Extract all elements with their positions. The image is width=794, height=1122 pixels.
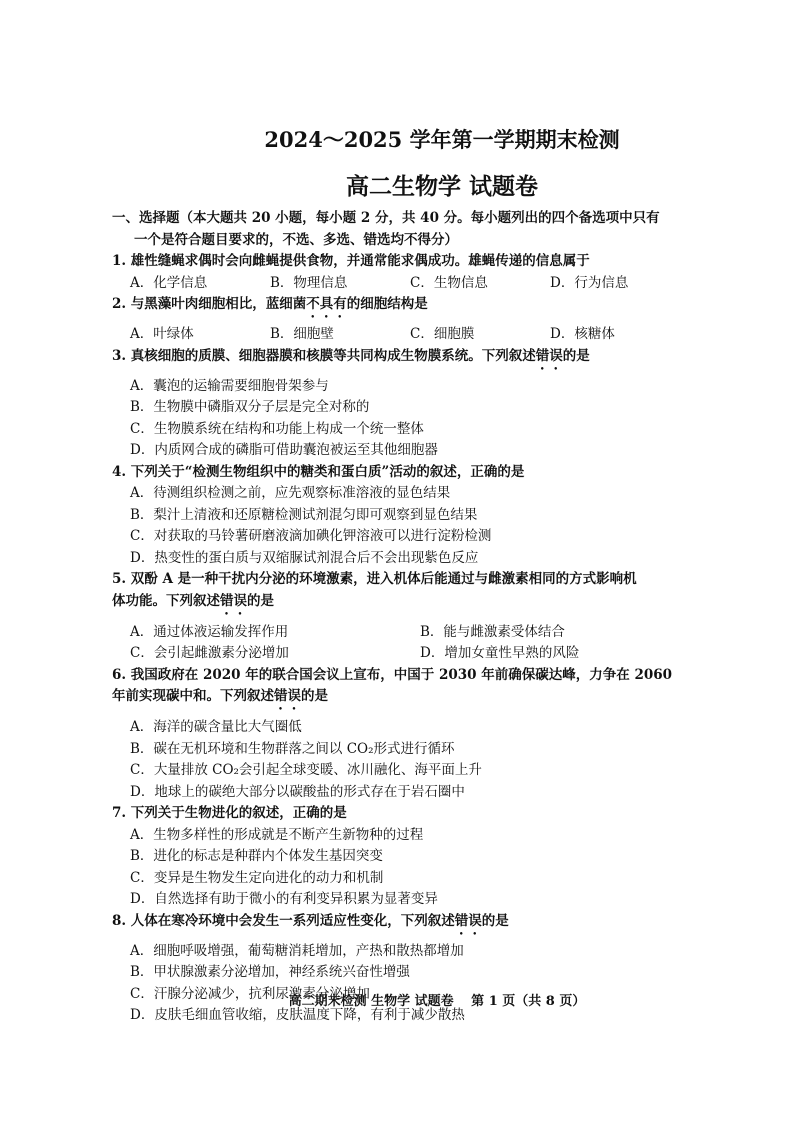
option-d: D．增加女童性早熟的风险 — [420, 645, 580, 661]
option-c: C．汗腺分泌减少，抗利尿激素分泌增加 — [130, 985, 370, 1002]
stem-text: 3. 真核细胞的质膜、细胞器膜和核膜等共同构成生物膜系统。下列叙述 — [112, 347, 536, 364]
option-d: D．行为信息 — [550, 274, 629, 291]
stem-emphasis: 错误 — [535, 347, 563, 364]
question-4-options — [112, 483, 712, 569]
option-d: D．热变性的蛋白质与双缩脲试剂混合后不会出现紫色反应 — [130, 549, 479, 566]
page-footer: 高二期末检测 生物学 试题卷 第 1 页（共 8 页） — [288, 994, 586, 1009]
option-a: A．待测组织检测之前，应先观察标准溶液的显色结果 — [130, 485, 451, 501]
exam-body — [112, 208, 712, 1027]
option-c: C．细胞膜 — [410, 326, 475, 342]
option-b: B．进化的标志是种群内个体发生基因突变 — [130, 848, 383, 864]
option-b: B．碳在无机环境和生物群落之间以 CO₂形式进行循环 — [130, 740, 455, 757]
question-3-stem — [112, 346, 712, 373]
question-8-options — [112, 941, 712, 1027]
option-d: D．自然选择有助于微小的有利变异积累为显著变异 — [130, 891, 438, 907]
stem-text: 8. 人体在寒冷环境中会发生一系列适应性变化，下列叙述 — [112, 912, 455, 929]
option-c: C．大量排放 CO₂会引起全球变暖、冰川融化、海平面上升 — [130, 762, 482, 778]
stem-text: 的细胞结构是 — [346, 296, 428, 312]
option-a: A．囊泡的运输需要细胞骨架参与 — [130, 377, 329, 394]
stem-text: 的是 — [247, 592, 274, 609]
question-2-stem — [112, 294, 712, 321]
stem-line-1: 6. 我国政府在 2020 年的联合国会议上宣布，中国于 2030 年前确保碳达峰，力争在 2060 — [112, 666, 673, 683]
option-c: C．变异是生物发生定向进化的动力和机制 — [130, 869, 384, 886]
option-b: B．生物膜中磷脂双分子层是完全对称的 — [130, 399, 370, 415]
option-a: A．海洋的碳含量比大气圈低 — [130, 719, 302, 735]
option-a: A．叶绿体 — [130, 326, 194, 342]
question-6-stem — [112, 665, 712, 714]
question-3-options — [112, 376, 712, 462]
stem-emphasis: 错误 — [220, 592, 247, 609]
stem-text: 体功能。下列叙述 — [112, 592, 220, 609]
stem-line-2 — [112, 591, 712, 618]
option-d: D．内质网合成的磷脂可借助囊泡被运至其他细胞器 — [130, 442, 438, 458]
stem-line-1: 5. 双酚 A 是一种干扰内分泌的环境激素，进入机体后能通过与雌激素相同的方式影响机 — [112, 571, 637, 587]
stem-text: 的是 — [481, 912, 509, 929]
option-a: A．通过体液运输发挥作用 — [130, 623, 289, 640]
option-d: D．核糖体 — [550, 326, 615, 342]
exam-title: 2024～2025 学年第一学期期末检测 — [264, 127, 620, 152]
question-1-options — [112, 273, 712, 295]
section-heading-cont: 一个是符合题目要求的，不选、多选、错选均不得分） — [134, 231, 458, 248]
question-5-options — [112, 622, 712, 665]
option-b: B．能与雌激素受体结合 — [420, 623, 565, 640]
option-b: B．梨汁上清液和还原糖检测试剂混匀即可观察到显色结果 — [130, 506, 478, 523]
question-7-options — [112, 825, 712, 911]
option-c: C．会引起雌激素分泌增加 — [130, 645, 289, 661]
question-2-options — [112, 324, 712, 346]
question-8-stem — [112, 911, 712, 938]
stem-emphasis: 不具有 — [306, 296, 347, 312]
option-a: A．生物多样性的形成就是不断产生新物种的过程 — [130, 826, 424, 843]
stem-emphasis: 错误 — [274, 688, 301, 704]
option-c: C．对获取的马铃薯研磨液滴加碘化钾溶液可以进行淀粉检测 — [130, 528, 492, 544]
stem-emphasis: 错误 — [454, 912, 482, 929]
stem-text: 年前实现碳中和。下列叙述 — [112, 688, 274, 704]
stem-line-2 — [112, 686, 712, 713]
question-5-stem — [112, 569, 712, 618]
stem-text: 的是 — [562, 347, 590, 364]
option-c: C．生物膜系统在结构和功能上构成一个统一整体 — [130, 420, 424, 437]
stem-text: 2. 与黑藻叶肉细胞相比，蓝细菌 — [112, 296, 307, 312]
option-b: B．物理信息 — [270, 274, 348, 291]
question-7-stem: 7. 下列关于生物进化的叙述，正确的是 — [112, 805, 347, 821]
option-a: A．化学信息 — [130, 274, 208, 291]
option-b: B．甲状腺激素分泌增加，神经系统兴奋性增强 — [130, 964, 410, 980]
stem-text: 的是 — [301, 688, 328, 704]
option-d: D．皮肤毛细血管收缩，皮肤温度下降，有利于减少散热 — [130, 1007, 465, 1023]
question-6-options — [112, 717, 712, 803]
question-1-stem: 1. 雄性缝蝇求偶时会向雌蝇提供食物，并通常能求偶成功。雄蝇传递的信息属于 — [112, 253, 590, 269]
option-a: A．细胞呼吸增强，葡萄糖消耗增加，产热和散热都增加 — [130, 942, 464, 959]
paper-title: 高二生物学 试题卷 — [345, 173, 538, 200]
question-4-stem: 4. 下列关于“检测生物组织中的糖类和蛋白质”活动的叙述，正确的是 — [112, 463, 525, 480]
option-d: D．地球上的碳绝大部分以碳酸盐的形式存在于岩石圈中 — [130, 783, 465, 800]
option-b: B．细胞壁 — [270, 326, 334, 342]
option-c: C．生物信息 — [410, 274, 488, 291]
section-heading: 一、选择题（本大题共 20 小题，每小题 2 分，共 40 分。每小题列出的四个备选项中只有 — [112, 210, 660, 226]
